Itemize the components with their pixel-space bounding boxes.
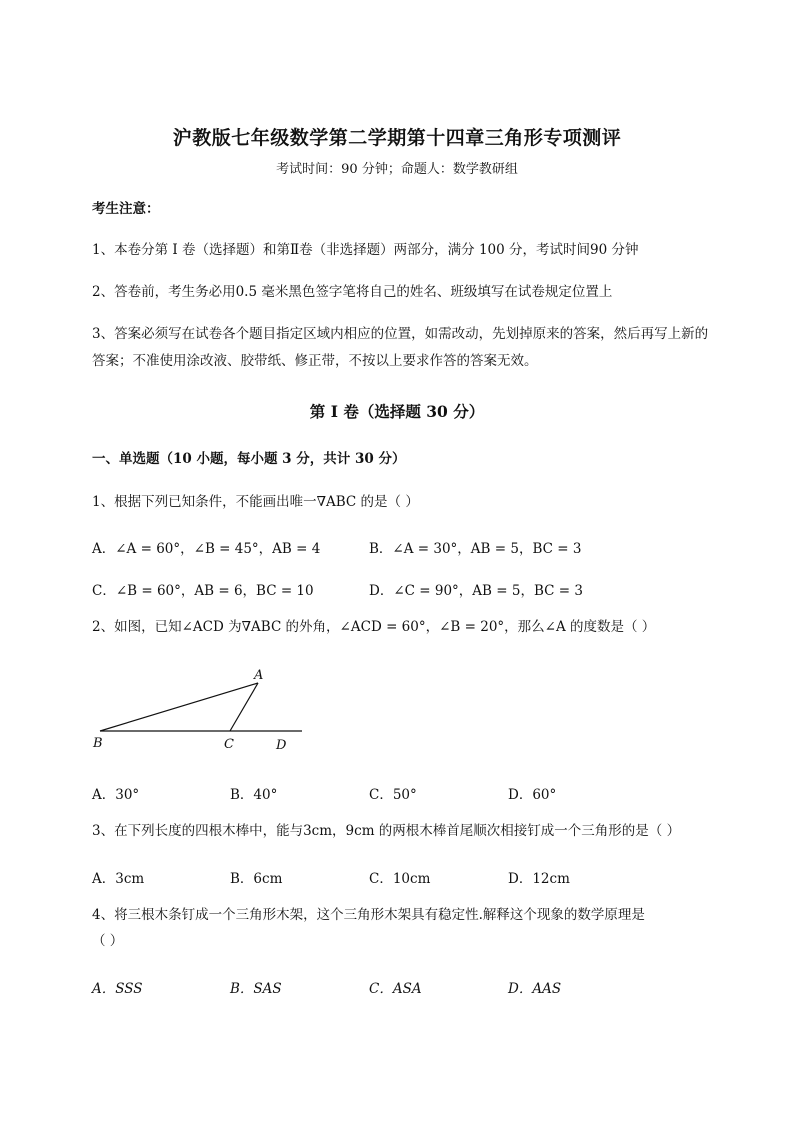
question-2-option-c[interactable]: C．50° bbox=[369, 787, 417, 803]
question-3-stem: 3、在下列长度的四根木棒中，能与3cm，9cm 的两根木棒首尾顺次相接钉成一个三角形的是（ ） bbox=[92, 823, 681, 839]
question-1-option-c[interactable]: C．∠B = 60°，AB = 6，BC = 10 bbox=[92, 583, 314, 599]
question-4-option-d[interactable]: D．AAS bbox=[508, 981, 562, 997]
question-3-option-b[interactable]: B．6cm bbox=[230, 871, 283, 887]
part-heading: 一、单选题（10 小题，每小题 3 分，共计 30 分） bbox=[92, 451, 406, 467]
label-c: C bbox=[224, 737, 234, 752]
label-a: A bbox=[254, 668, 264, 683]
question-2-option-a[interactable]: A．30° bbox=[92, 787, 140, 803]
label-b: B bbox=[93, 736, 103, 751]
question-1-stem: 1、根据下列已知条件，不能画出唯一∇ABC 的是（ ） bbox=[92, 494, 419, 510]
question-4-option-c[interactable]: C．ASA bbox=[369, 981, 422, 997]
question-2-option-b[interactable]: B．40° bbox=[230, 787, 278, 803]
question-4-stem-line-2: （ ） bbox=[92, 933, 124, 949]
exam-info: 考试时间：90 分钟；命题人：数学教研组 bbox=[276, 162, 518, 177]
page-title: 沪教版七年级数学第二学期第十四章三角形专项测评 bbox=[172, 127, 622, 149]
question-4-option-b[interactable]: B．SAS bbox=[230, 981, 282, 997]
question-1-option-d[interactable]: D．∠C = 90°，AB = 5，BC = 3 bbox=[369, 583, 583, 599]
question-2-option-d[interactable]: D．60° bbox=[508, 787, 557, 803]
question-4-stem-line-1: 4、将三根木条钉成一个三角形木架，这个三角形木架具有稳定性.解释这个现象的数学原理是 bbox=[92, 907, 645, 923]
question-3-option-d[interactable]: D．12cm bbox=[508, 871, 570, 887]
question-3-option-c[interactable]: C．10cm bbox=[369, 871, 431, 887]
question-4-option-a[interactable]: A．SSS bbox=[92, 981, 143, 997]
question-3-option-a[interactable]: A．3cm bbox=[92, 871, 145, 887]
notice-item-3: 3、答案必须写在试卷各个题目指定区域内相应的位置，如需改动，先划掉原来的答案，然后再写上新的答案；不准使用涂改液、胶带纸、修正带，不按以上要求作答的答案无效。 bbox=[92, 326, 709, 369]
notice-heading: 考生注意： bbox=[92, 201, 160, 217]
section-title: 第 I 卷（选择题 30 分） bbox=[309, 402, 485, 421]
label-d: D bbox=[276, 738, 287, 753]
question-1-option-a[interactable]: A．∠A = 60°，∠B = 45°，AB = 4 bbox=[92, 541, 321, 557]
question-1-option-b[interactable]: B．∠A = 30°，AB = 5，BC = 3 bbox=[369, 541, 582, 557]
triangle-figure bbox=[90, 664, 310, 754]
notice-item-1: 1、本卷分第 I 卷（选择题）和第Ⅱ卷（非选择题）两部分，满分 100 分，考试时间90 分钟 bbox=[92, 242, 639, 258]
notice-item-2: 2、答卷前，考生务必用0.5 毫米黑色签字笔将自己的姓名、班级填写在试卷规定位置上 bbox=[92, 284, 613, 300]
question-2-stem: 2、如图，已知∠ACD 为∇ABC 的外角，∠ACD = 60°，∠B = 20°，那么∠A 的度数是（ ） bbox=[92, 619, 656, 635]
